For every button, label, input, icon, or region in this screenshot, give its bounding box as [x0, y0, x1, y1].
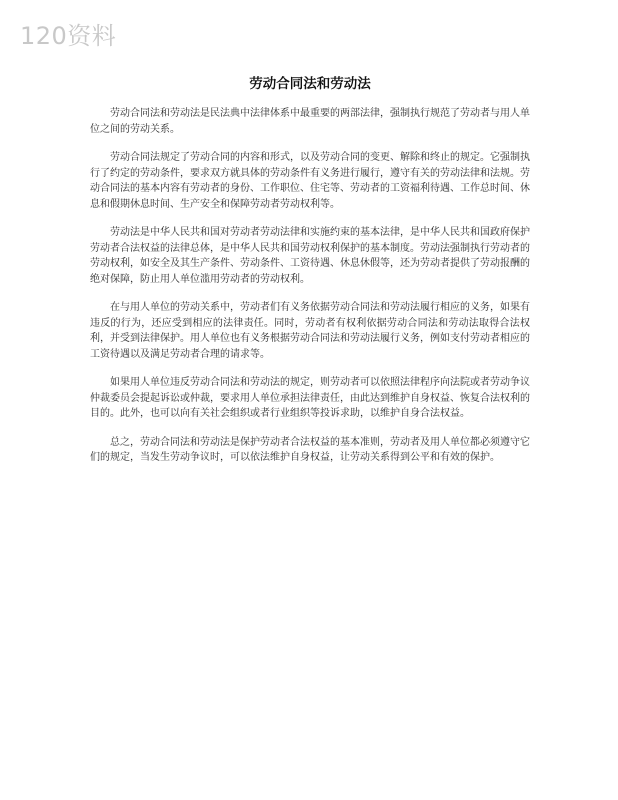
- paragraph-labor-contract-law: 劳动合同法规定了劳动合同的内容和形式，以及劳动合同的变更、解除和终止的规定。它强制执行了约定的劳动条件，要求双方就具体的劳动条件有义务进行履行，遵守有关的劳动法律和法规。劳动合同法的基本内容有劳动者的身份、工作职位、住宅等、劳动者的工资福利待遇、工作总时间、休息和假期休息时间、生产安全和保障劳动者劳动权利等。: [90, 152, 530, 210]
- watermark-logo: 120资料: [20, 22, 117, 50]
- paragraph-obligations: 在与用人单位的劳动关系中，劳动者们有义务依据劳动合同法和劳动法履行相应的义务，如果有违反的行为，还应受到相应的法律责任。同时，劳动者有权利依据劳动合同法和劳动法取得合法权利，并受到法律保护。用人单位也有义务根据劳动合同法和劳动法履行义务，例如支付劳动者相应的工资待遇以及满足劳动者合理的请求等。: [90, 302, 530, 360]
- paragraph-intro: 劳动合同法和劳动法是民法典中法律体系中最重要的两部法律，强制执行规范了劳动者与用人单位之间的劳动关系。: [90, 108, 530, 135]
- paragraph-conclusion: 总之，劳动合同法和劳动法是保护劳动者合法权益的基本准则，劳动者及用人单位都必须遵守它们的规定，当发生劳动争议时，可以依法维护自身权益，让劳动关系得到公平和有效的保护。: [90, 436, 530, 463]
- document-body: [90, 72, 530, 479]
- paragraph-labor-law: 劳动法是中华人民共和国对劳动者劳动法律和实施约束的基本法律，是中华人民共和国政府保护劳动者合法权益的法律总体，是中华人民共和国劳动权利保护的基本制度。劳动法强制执行劳动者的劳动权利，如安全及其生产条件、劳动条件、工资待遇、休息休假等，还为劳动者提供了劳动报酬的绝对保障，防止用人单位滥用劳动者的劳动权利。: [90, 227, 530, 285]
- paragraph-violations: 如果用人单位违反劳动合同法和劳动法的规定，则劳动者可以依照法律程序向法院或者劳动争议仲裁委员会提起诉讼或仲裁，要求用人单位承担法律责任，由此达到维护自身权益、恢复合法权利的目的。此外，也可以向有关社会组织或者行业组织等投诉求助，以维护自身合法权益。: [90, 377, 530, 419]
- document-title: 劳动合同法和劳动法: [249, 76, 371, 92]
